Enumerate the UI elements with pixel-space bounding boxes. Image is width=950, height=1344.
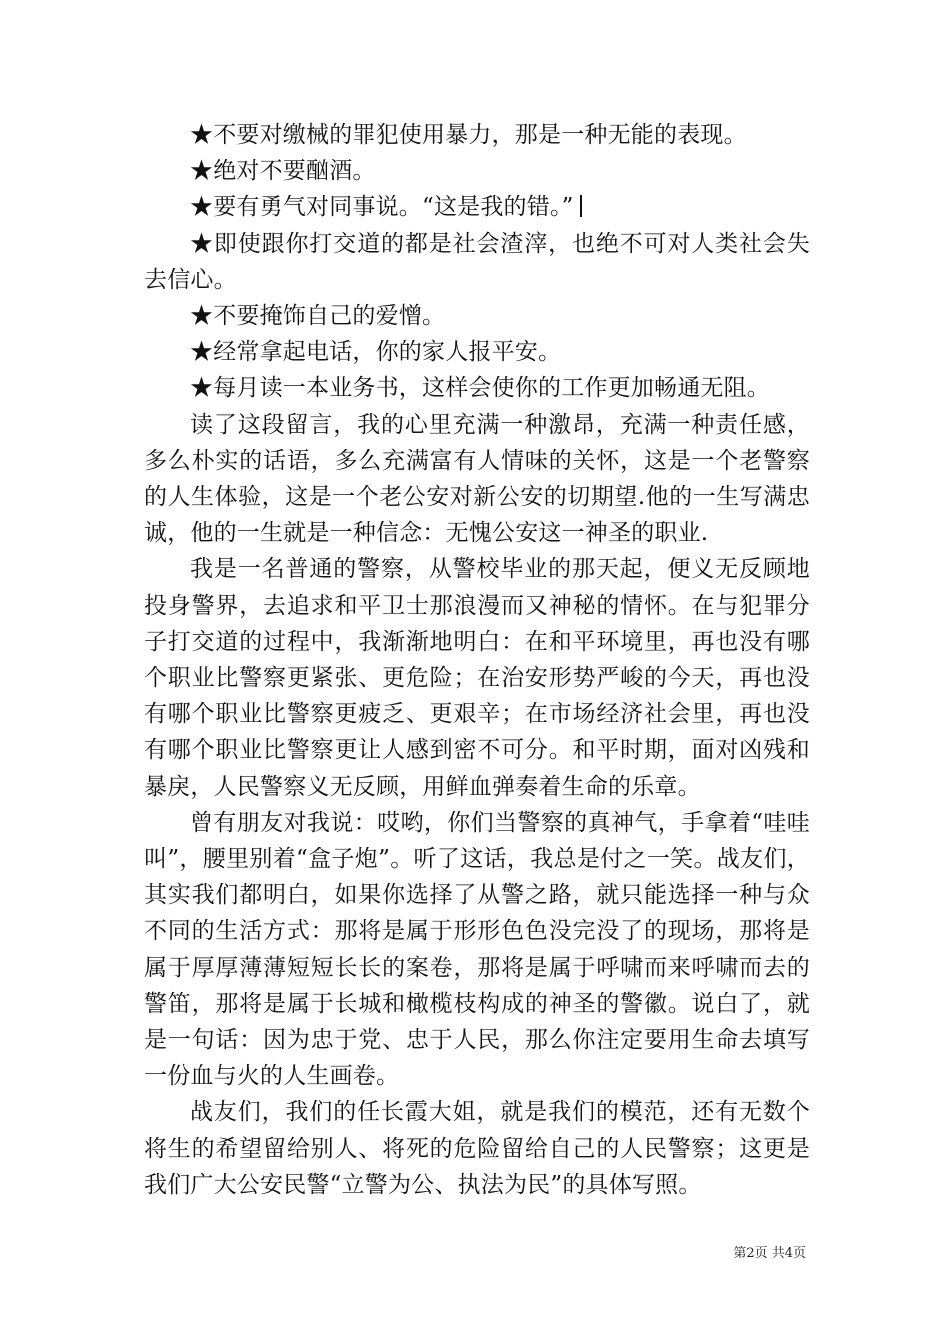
bullet-item: ★经常拿起电话，你的家人报平安。 xyxy=(190,339,562,366)
bullet-item xyxy=(144,189,810,225)
bullet-item: ★每月读一本业务书，这样会使你的工作更加畅通无阻。 xyxy=(190,375,770,402)
page-number-footer: 第2页 共4页 xyxy=(733,1246,806,1261)
body-paragraph: 战友们，我们的任长霞大姐，就是我们的模范，还有无数个将生的希望留给别人、将死的危险留给自己的人民警察；这更是我们广大公安民警“立警为公、执法为民”的具体写照。 xyxy=(144,1099,810,1198)
body-paragraph: 我是一名普通的警察，从警校毕业的那天起，便义无反顾地投身警界，去追求和平卫士那浪漫而又神秘的情怀。在与犯罪分子打交道的过程中，我渐渐地明白：在和平环境里，再也没有哪个职业比警察更紧张、更危险；在治安形势严峻的今天，再也没有哪个职业比警察更疲乏、更艰辛；在市场经济社会里，再也没有哪个职业比警察更让人感到密不可分。和平时期，面对凶残和暴戾，人民警察义无反顾，用鲜血弹奏着生命的乐章。 xyxy=(144,556,810,800)
body-paragraph: 曾有朋友对我说：哎哟，你们当警察的真神气，手拿着“哇哇叫”，腰里别着“盒子炮”。听了这话，我总是付之一笑。战友们，其实我们都明白，如果你选择了从警之路，就只能选择一种与众不同的生活方式：那将是属于形形色色没完没了的现场，那将是属于厚厚薄薄短短长长的案卷，那将是属于呼啸而来呼啸而去的警笛，那将是属于长城和橄榄枝构成的神圣的警徽。说白了，就是一句话：因为忠于党、忠于人民，那么你注定要用生命去填写一份血与火的人生画卷。 xyxy=(144,809,810,1090)
body-paragraph: 读了这段留言，我的心里充满一种激昂，充满一种责任感，多么朴实的话语，多么充满富有人情味的关怀，这是一个老警察的人生体验，这是一个老公安对新公安的切期望.他的一生写满忠诚，他的一生就是一种信念：无愧公安这一神圣的职业. xyxy=(144,411,810,547)
bullet-item: ★绝对不要酗酒。 xyxy=(190,158,376,185)
text-cursor xyxy=(580,195,582,217)
bullet-text: ★要有勇气对同事说。“这是我的错。” xyxy=(190,194,574,221)
bullet-item: ★不要掩饰自己的爱憎。 xyxy=(190,303,446,330)
bullet-item: ★即使跟你打交道的都是社会渣滓，也绝不可对人类社会失去信心。 xyxy=(144,230,810,293)
bullet-item: ★不要对缴械的罪犯使用暴力，那是一种无能的表现。 xyxy=(190,122,747,148)
document-body xyxy=(144,117,810,1203)
